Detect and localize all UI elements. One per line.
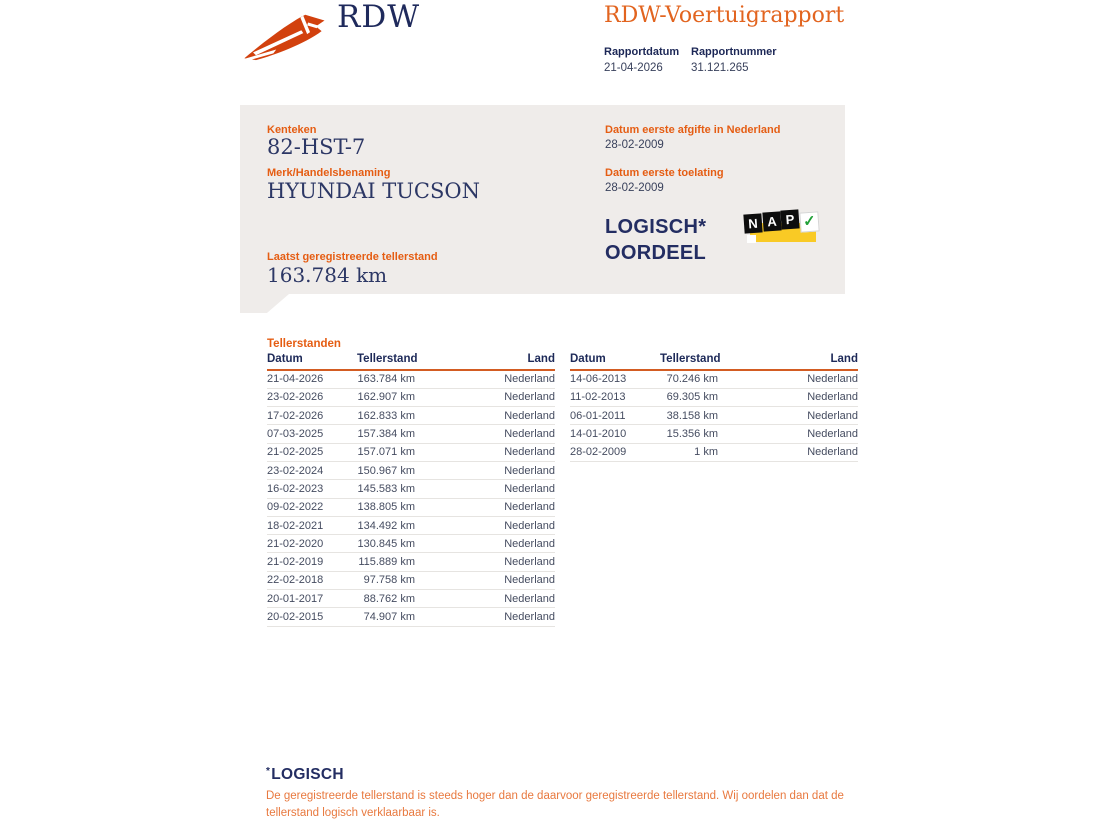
date-cell: 23-02-2026 — [267, 388, 357, 406]
table-row — [267, 535, 555, 553]
report-date-block — [604, 46, 691, 74]
table-row — [267, 480, 555, 498]
country-cell: Nederland — [718, 425, 858, 443]
first-admission-label: Datum eerste toelating — [605, 167, 724, 179]
country-cell: Nederland — [718, 370, 858, 388]
date-cell: 21-02-2025 — [267, 443, 357, 461]
date-cell: 14-01-2010 — [570, 425, 660, 443]
table-row — [267, 370, 555, 388]
footnote-title-text: LOGISCH — [271, 766, 344, 783]
last-reading-label: Laatst geregistreerde tellerstand — [267, 251, 438, 263]
country-cell: Nederland — [415, 480, 555, 498]
table-row — [570, 407, 858, 425]
odometer-cell: 157.071 km — [357, 443, 415, 461]
make-label: Merk/Handelsbenaming — [267, 167, 391, 179]
column-header-land: Land — [718, 353, 858, 370]
country-cell: Nederland — [415, 407, 555, 425]
table-row — [267, 461, 555, 479]
odometer-cell: 138.805 km — [357, 498, 415, 516]
odometer-cell: 145.583 km — [357, 480, 415, 498]
first-issue-label: Datum eerste afgifte in Nederland — [605, 124, 781, 136]
page-title: RDW-Voertuigrapport — [604, 3, 845, 28]
license-plate-label: Kenteken — [267, 124, 317, 136]
report-number-label: Rapportnummer — [691, 46, 777, 58]
last-reading-value: 163.784 km — [267, 263, 388, 287]
odometer-cell: 15.356 km — [660, 425, 718, 443]
country-cell: Nederland — [415, 590, 555, 608]
vehicle-summary-panel — [240, 105, 845, 294]
nap-letter-p: P — [780, 209, 799, 229]
date-cell: 07-03-2025 — [267, 425, 357, 443]
odometer-cell: 115.889 km — [357, 553, 415, 571]
date-cell: 14-06-2013 — [570, 370, 660, 388]
table-row — [267, 425, 555, 443]
date-cell: 06-01-2011 — [570, 407, 660, 425]
table-row — [570, 370, 858, 388]
date-cell: 17-02-2026 — [267, 407, 357, 425]
verdict-text — [605, 214, 706, 266]
table-header-row — [570, 353, 858, 370]
country-cell: Nederland — [415, 498, 555, 516]
odometer-cell: 38.158 km — [660, 407, 718, 425]
odometer-cell: 162.907 km — [357, 388, 415, 406]
footnote-title — [266, 766, 344, 784]
panel-corner-tab — [240, 294, 289, 313]
date-cell: 21-02-2020 — [267, 535, 357, 553]
column-header-datum: Datum — [267, 353, 357, 370]
country-cell: Nederland — [415, 425, 555, 443]
asterisk-marker: * — [266, 766, 271, 777]
table-row — [267, 443, 555, 461]
country-cell: Nederland — [415, 388, 555, 406]
first-admission-value: 28-02-2009 — [605, 182, 664, 194]
verdict-line2: OORDEEL — [605, 242, 706, 264]
report-number-value: 31.121.265 — [691, 62, 749, 74]
odometer-cell: 134.492 km — [357, 516, 415, 534]
column-header-land: Land — [415, 353, 555, 370]
date-cell: 21-02-2019 — [267, 553, 357, 571]
date-cell: 21-04-2026 — [267, 370, 357, 388]
country-cell: Nederland — [718, 443, 858, 461]
odometer-cell: 150.967 km — [357, 461, 415, 479]
date-cell: 18-02-2021 — [267, 516, 357, 534]
odometer-cell: 97.758 km — [357, 571, 415, 589]
table-row — [267, 571, 555, 589]
date-cell: 22-02-2018 — [267, 571, 357, 589]
readings-section-title: Tellerstanden — [267, 338, 341, 350]
table-row — [267, 608, 555, 626]
verdict-line1: LOGISCH* — [605, 216, 707, 238]
nap-letter-a: A — [762, 211, 781, 231]
odometer-cell: 162.833 km — [357, 407, 415, 425]
nap-check-icon: ✓ — [799, 211, 819, 232]
table-row — [267, 553, 555, 571]
table-row — [570, 425, 858, 443]
odometer-cell: 1 km — [660, 443, 718, 461]
date-cell: 09-02-2022 — [267, 498, 357, 516]
table-row — [570, 388, 858, 406]
rdw-wordmark: RDW — [337, 0, 421, 35]
country-cell: Nederland — [415, 535, 555, 553]
nap-letter-n: N — [743, 213, 762, 233]
license-plate-value: 82-HST-7 — [267, 135, 366, 159]
table-row — [267, 498, 555, 516]
odometer-cell: 70.246 km — [660, 370, 718, 388]
report-number-block — [691, 46, 777, 74]
date-cell: 20-01-2017 — [267, 590, 357, 608]
table-row — [267, 388, 555, 406]
country-cell: Nederland — [415, 608, 555, 626]
date-cell: 16-02-2023 — [267, 480, 357, 498]
odometer-cell: 88.762 km — [357, 590, 415, 608]
readings-table-right — [570, 353, 858, 462]
column-header-datum: Datum — [570, 353, 660, 370]
odometer-cell: 130.845 km — [357, 535, 415, 553]
date-cell: 28-02-2009 — [570, 443, 660, 461]
footnote-body: De geregistreerde tellerstand is steeds hoger dan de daarvoor geregistreerde tellerstand. Wij oordelen dan dat de tellerstand logisch verklaarbaar is. — [266, 790, 844, 819]
country-cell: Nederland — [718, 388, 858, 406]
first-issue-value: 28-02-2009 — [605, 139, 664, 151]
report-meta — [604, 46, 777, 74]
date-cell: 11-02-2013 — [570, 388, 660, 406]
odometer-cell: 74.907 km — [357, 608, 415, 626]
column-header-tellerstand: Tellerstand — [660, 353, 718, 370]
table-header-row — [267, 353, 555, 370]
date-cell: 20-02-2015 — [267, 608, 357, 626]
rdw-logo-icon — [241, 8, 325, 64]
report-date-label: Rapportdatum — [604, 46, 680, 58]
odometer-cell: 69.305 km — [660, 388, 718, 406]
make-value: HYUNDAI TUCSON — [267, 179, 480, 203]
readings-table-left — [267, 353, 555, 627]
odometer-cell: 157.384 km — [357, 425, 415, 443]
table-row — [267, 516, 555, 534]
column-header-tellerstand: Tellerstand — [357, 353, 415, 370]
country-cell: Nederland — [415, 516, 555, 534]
country-cell: Nederland — [415, 461, 555, 479]
nap-white-notch — [747, 235, 756, 243]
country-cell: Nederland — [718, 407, 858, 425]
country-cell: Nederland — [415, 571, 555, 589]
report-date-value: 21-04-2026 — [604, 62, 663, 74]
date-cell: 23-02-2024 — [267, 461, 357, 479]
country-cell: Nederland — [415, 553, 555, 571]
table-row — [570, 443, 858, 461]
table-row — [267, 407, 555, 425]
odometer-cell: 163.784 km — [357, 370, 415, 388]
country-cell: Nederland — [415, 370, 555, 388]
table-row — [267, 590, 555, 608]
country-cell: Nederland — [415, 443, 555, 461]
nap-logo — [744, 209, 822, 247]
